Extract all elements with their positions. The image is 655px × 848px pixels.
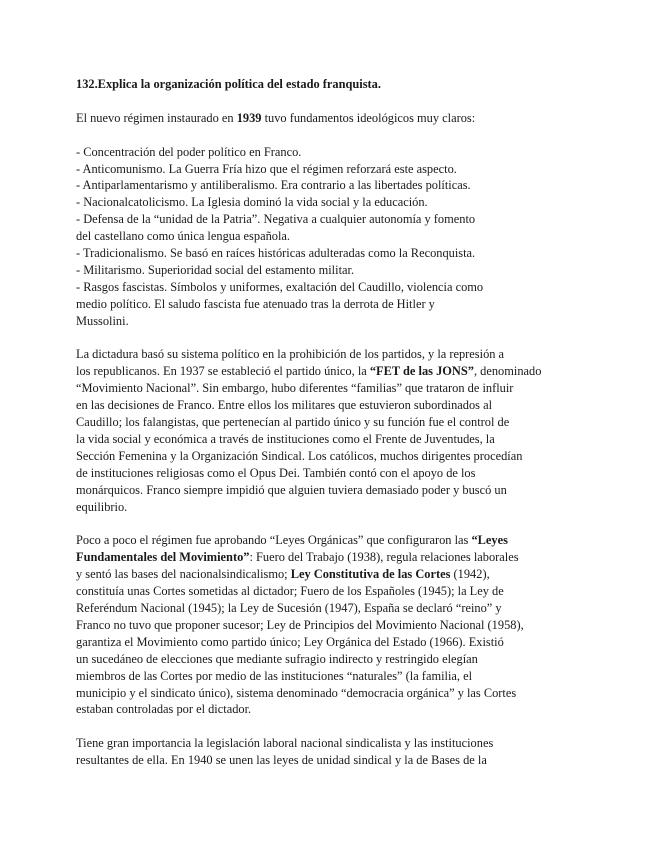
party-name: “FET de las JONS” [369, 364, 474, 379]
laws-heading: Fundamentales del Movimiento” [76, 550, 250, 565]
intro-text: El nuevo régimen instaurado en [76, 110, 237, 125]
intro-text-end: tuvo fundamentos ideológicos muy claros: [261, 110, 476, 125]
law-name: Ley Constitutiva de las Cortes [290, 567, 451, 582]
intro-year: 1939 [236, 110, 262, 125]
paragraph-line: La dictadura basó su sistema político en la prohibición de los partidos, y la represión a [76, 347, 505, 362]
paragraph-line: “Movimiento Nacional”. Sin embargo, hubo diferentes “familias” que trataron de influir [76, 381, 514, 396]
document-body [76, 76, 546, 769]
paragraph-line: Referéndum Nacional (1945); la Ley de Sucesión (1947), España se declaró “reino” y [76, 601, 502, 616]
ideology-list [76, 144, 546, 330]
list-line: del castellano como única lengua española. [76, 229, 290, 244]
paragraph-line: constituía unas Cortes sometidas al dictador; Fuero de los Españoles (1945); la Ley de [76, 584, 504, 599]
spacer [76, 330, 546, 347]
list-line: - Concentración del poder político en Franco. [76, 144, 302, 159]
list-line: - Rasgos fascistas. Símbolos y uniformes, exaltación del Caudillo, violencia como [76, 279, 484, 294]
paragraph-text: (1942), [450, 567, 490, 582]
paragraph-line: Franco no tuvo que proponer sucesor; Ley de Principios del Movimiento Nacional (1958), [76, 617, 524, 632]
laws-heading: “Leyes [471, 533, 508, 548]
paragraph-text: , denominado [473, 364, 542, 379]
paragraph-line: miembros de las Cortes por medio de las instituciones “naturales” (la familia, el [76, 668, 473, 683]
paragraph-line: municipio y el sindicato único), sistema denominado “democracia orgánica” y las Cortes [76, 685, 517, 700]
paragraph-line: la vida social y económica a través de instituciones como el Frente de Juventudes, la [76, 431, 495, 446]
paragraph-line: equilibrio. [76, 499, 128, 514]
list-line: - Militarismo. Superioridad social del estamento militar. [76, 262, 355, 277]
list-line: medio político. El saludo fascista fue atenuado tras la derrota de Hitler y [76, 296, 435, 311]
list-line: - Tradicionalismo. Se basó en raíces históricas adulteradas como la Reconquista. [76, 246, 476, 261]
paragraph-text: Poco a poco el régimen fue aprobando “Leyes Orgánicas” que configuraron las [76, 533, 472, 548]
list-line: Mussolini. [76, 313, 129, 328]
list-line: - Anticomunismo. La Guerra Fría hizo que el régimen reforzará este aspecto. [76, 161, 457, 176]
paragraph-line: Caudillo; los falangistas, que pertenecían al partido único y su función fue el control de [76, 415, 510, 430]
paragraph-laws [76, 532, 546, 718]
paragraph-text: los republicanos. En 1937 se estableció el partido único, la [76, 364, 370, 379]
paragraph-line: resultantes de ella. En 1940 se unen las leyes de unidad sindical y la de Bases de la [76, 753, 487, 768]
paragraph-line: Tiene gran importancia la legislación laboral nacional sindicalista y las instituciones [76, 736, 494, 751]
paragraph-line: un sucedáneo de elecciones que mediante sufragio indirecto y restringido elegían [76, 651, 478, 666]
paragraph-text: : Fuero del Trabajo (1938), regula relaciones laborales [249, 550, 519, 565]
list-line: - Antiparlamentarismo y antiliberalismo. Era contrario a las libertades políticas. [76, 178, 471, 193]
paragraph-line: Sección Femenina y la Organización Sindical. Los católicos, muchos dirigentes procedían [76, 448, 523, 463]
intro-paragraph [76, 110, 546, 127]
spacer [76, 127, 546, 144]
paragraph-line [76, 566, 546, 583]
spacer [76, 93, 546, 110]
paragraph-line: en las decisiones de Franco. Entre ellos los militares que estuvieron subordinados al [76, 398, 493, 413]
spacer [76, 718, 546, 735]
paragraph-line [76, 532, 546, 549]
spacer [76, 516, 546, 533]
paragraph-line [76, 363, 546, 380]
document-title: 132.Explica la organización política del estado franquista. [76, 77, 381, 91]
paragraph-text: y sentó las bases del nacionalsindicalismo; [76, 567, 291, 582]
paragraph-line: monárquicos. Franco siempre impidió que alguien tuviera demasiado poder y buscó un [76, 482, 507, 497]
paragraph-labor [76, 735, 546, 769]
list-line: - Nacionalcatolicismo. La Iglesia dominó la vida social y la educación. [76, 195, 428, 210]
paragraph-line: estaban controladas por el dictador. [76, 702, 252, 717]
paragraph-line: garantiza el Movimiento como partido único; Ley Orgánica del Estado (1966). Existió [76, 634, 504, 649]
paragraph-line: de instituciones religiosas como el Opus Dei. También contó con el apoyo de los [76, 465, 476, 480]
paragraph-dictatorship [76, 346, 546, 515]
paragraph-line [76, 549, 546, 566]
list-line: - Defensa de la “unidad de la Patria”. Negativa a cualquier autonomía y fomento [76, 212, 476, 227]
